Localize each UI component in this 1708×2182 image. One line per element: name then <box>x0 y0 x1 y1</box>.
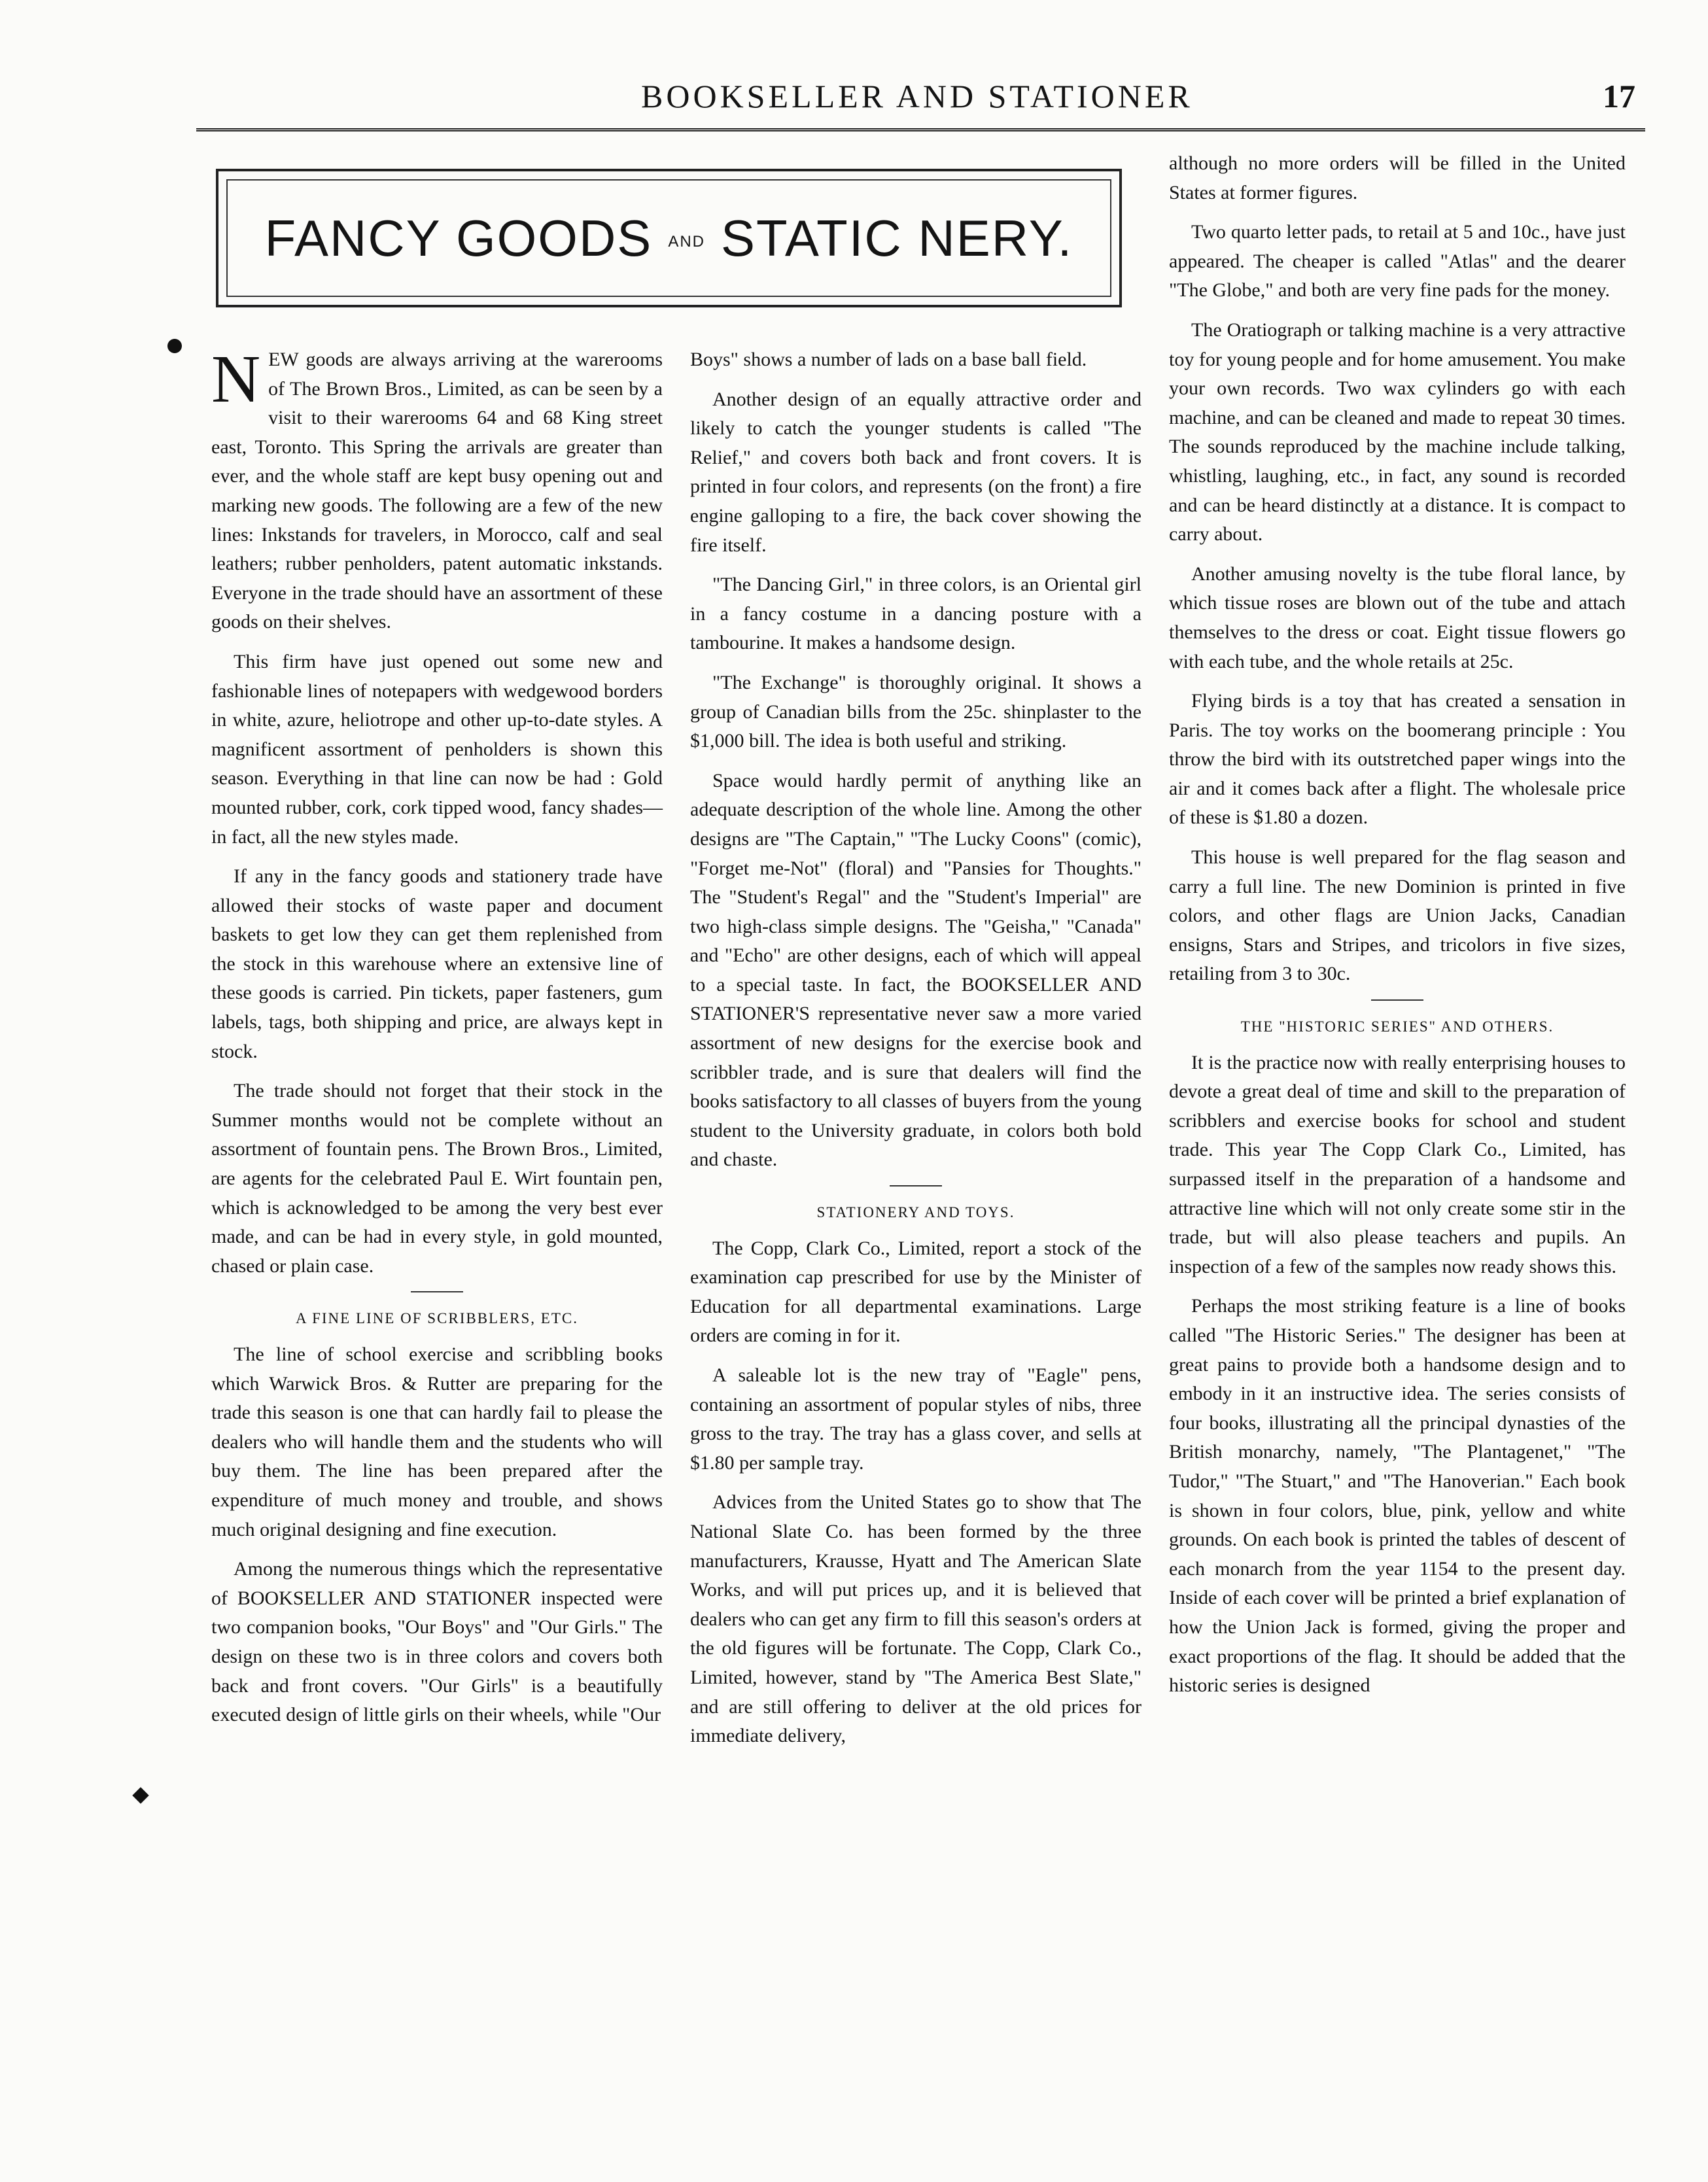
paragraph: The line of school exercise and scribbling books which Warwick Bros. & Rutter are preparing for the trade this season is one that can hardly fail to please the dealers who will handle them and the students who will buy them. The line has been prepared after the expenditure of much money and trouble, and shows much original designing and fine execution. <box>211 1343 663 1540</box>
paragraph: Advices from the United States go to show that The National Slate Co. has been formed by the three manufacturers, Krausse, Hyatt and The American Slate Works, and will put prices up, and it is believed that dealers who can get any firm to fill this season's orders at the old figures will be fortunate. The Copp, Clark Co., Limited, however, stand by "The America Best Slate," and are still offering to deliver at the old prices for immediate delivery, <box>690 1491 1142 1747</box>
article-title-frame <box>226 179 1111 297</box>
article-title-and: AND <box>668 232 705 251</box>
paragraph: This house is well prepared for the flag season and carry a full line. The new Dominion is printed in five colors, and other flags are Union Jacks, Canadian ensigns, Stars and Stripes, and tricolors in five sizes, retailing from 3 to 30c. <box>1169 846 1626 985</box>
column-2 <box>690 345 1142 1761</box>
margin-pointer-mark <box>132 1787 148 1803</box>
drop-cap: N <box>211 341 261 417</box>
paragraph: Among the numerous things which the representative of BOOKSELLER AND STATIONER inspected were two companion books, "Our Boys" and "Our Girls." The design on these two is in three colors and covers both back and front covers. "Our Girls" is a beautifully executed design of little girls on their wheels, while "Our <box>211 1558 663 1726</box>
page-number: 17 <box>1603 78 1635 114</box>
section-divider <box>1371 999 1423 1001</box>
paragraph: Two quarto letter pads, to retail at 5 and 10c., have just appeared. The cheaper is called "Atlas" and the dearer "The Globe," and both are very fine pads for the money. <box>1169 221 1626 302</box>
paragraph: "The Exchange" is thoroughly original. It shows a group of Canadian bills from the 25c. shinplaster to the $1,000 bill. The idea is both useful and striking. <box>690 671 1142 752</box>
subheading: THE "HISTORIC SERIES" AND OTHERS. <box>1240 1018 1554 1035</box>
column-1 <box>211 341 663 1740</box>
paragraph <box>211 341 663 637</box>
subheading: A FINE LINE OF SCRIBBLERS, ETC. <box>296 1310 578 1327</box>
column-3 <box>1169 149 1626 1711</box>
paragraph: The trade should not forget that their stock in the Summer months would not be complete without an assortment of fountain pens. The Brown Bros., Limited, are agents for the celebrated Paul E. Wirt fountain pen, which is acknowledged to be among the very best ever made, and can be had in every style, in gold mounted, chased or plain case. <box>211 1080 663 1277</box>
section-divider <box>411 1291 463 1292</box>
paragraph: Space would hardly permit of anything like an adequate description of the whole line. Among the other designs are "The Captain," "The Lucky Coons" (comic), "Forget me-Not" (floral) and "Pansies for Thoughts." The "Student's Regal" and the "Student's Imperial" are two high-class simple designs. The "Geisha," "Canada" and "Echo" are other designs, each of which will appeal to a special taste. In fact, the BOOKSELLER AND STATIONER'S representative never saw a more varied assortment of new designs for the exercise book and scribbler trade, and is sure that dealers will find the books satisfactory to all classes of buyers from the young student to the University graduate, in colors both bold and chaste. <box>690 769 1142 1171</box>
paragraph: Another design of an equally attractive order and likely to catch the younger students is called "The Relief," and covers both back and front covers. It is printed in four colors, and represents (on the front) a fire engine galloping to a fire, the back cover showing the fire itself. <box>690 388 1142 556</box>
article-title-box <box>216 169 1122 307</box>
paragraph: The Oratiograph or talking machine is a very attractive toy for young people and for home amusement. You make your own records. Two wax cylinders go with each machine, and can be cleaned and made to repeat 30 times. The sounds reproduced by the machine include talking, whistling, laughing, etc., in fact, any sound is recorded and can be heard distinctly at a distance. It is compact to carry about. <box>1169 319 1626 546</box>
paragraph: A saleable lot is the new tray of "Eagle" pens, containing an assortment of popular styles of nibs, three gross to the tray. The tray has a glass cover, and sells at $1.80 per sample tray. <box>690 1364 1142 1474</box>
paragraph: The Copp, Clark Co., Limited, report a stock of the examination cap prescribed for use by the Minister of Education for all departmental examinations. Large orders are coming in for it. <box>690 1237 1142 1347</box>
paragraph: If any in the fancy goods and stationery trade have allowed their stocks of waste paper and document baskets to get low they can get them replenished from the stock in this warehouse where an extensive line of these goods is carried. Pin tickets, paper fasteners, gum labels, tags, both shipping and price, are always kept in stock. <box>211 865 663 1062</box>
paragraph-text: EW goods are always arriving at the warerooms of The Brown Bros., Limited, as can be seen by a visit to their warerooms 64 and 68 King street east, Toronto. This Spring the arrivals are greater than ever, and the whole staff are kept busy opening out and marking new goods. The following are a few of the new lines: Inkstands for travelers, in Morocco, calf and seal leathers; rubber penholders, patent automatic inkstands. Everyone in the trade should have an assortment of these goods on their shelves. <box>211 349 663 633</box>
paragraph: Another amusing novelty is the tube floral lance, by which tissue roses are blown out of the tube and attach themselves to the dress or coat. Eight tissue flowers go with each tube, and the whole retails at 25c. <box>1169 563 1626 672</box>
section-divider <box>890 1185 942 1186</box>
running-head <box>209 73 1635 119</box>
paragraph: This firm have just opened out some new and fashionable lines of notepapers with wedgewood borders in white, azure, heliotrope and other up-to-date styles. A magnificent assortment of penholders is shown this season. Everything in that line can now be had : Gold mounted rubber, cork, cork tipped wood, fancy shades—in fact, all the new styles made. <box>211 650 663 848</box>
subheading: STATIONERY AND TOYS. <box>816 1204 1015 1221</box>
article-title-right: STATIC NERY. <box>721 209 1073 267</box>
article-title-left: FANCY GOODS <box>264 209 653 267</box>
article-title <box>265 209 1073 268</box>
paragraph: "The Dancing Girl," in three colors, is an Oriental girl in a fancy costume in a dancing posture with a tambourine. It makes a handsome design. <box>690 574 1142 654</box>
paragraph: It is the practice now with really enterprising houses to devote a great deal of time and skill to the preparation of scribblers and exercise books for school and student trade. This year The Copp Clark Co., Limited, has surpassed itself in the preparation of a handsome and attractive line which will not only create some stir in the trade, but will also please teachers and pupils. An inspection of a few of the samples now ready shows this. <box>1169 1051 1626 1277</box>
journal-title: BOOKSELLER AND STATIONER <box>641 78 1193 114</box>
paragraph: Boys" shows a number of lads on a base ball field. <box>690 349 1087 370</box>
margin-blot-mark <box>167 339 182 353</box>
header-rule <box>196 128 1645 131</box>
paragraph: although no more orders will be filled in the United States at former figures. <box>1169 152 1626 203</box>
paragraph: Flying birds is a toy that has created a sensation in Paris. The toy works on the boomerang principle : You throw the bird with its outstretched paper wings into the air and it comes back after a flight. The wholesale price of these is $1.80 a dozen. <box>1169 690 1626 829</box>
paragraph: Perhaps the most striking feature is a line of books called "The Historic Series." The designer has been at great pains to provide both a handsome design and to embody in it an instructive idea. The series consists of four books, illustrating all the principal dynasties of the British monarchy, namely, "The Plantagenet," "The Tudor," "The Stuart," and "The Hanoverian." Each book is shown in four colors, blue, pink, yellow and white grounds. On each book is printed the tables of descent of each monarch from the year 1154 to the present day. Inside of each cover will be printed a brief explanation of how the Union Jack is formed, giving the proper and exact proportions of the flag. It should be added that the historic series is designed <box>1169 1295 1626 1697</box>
